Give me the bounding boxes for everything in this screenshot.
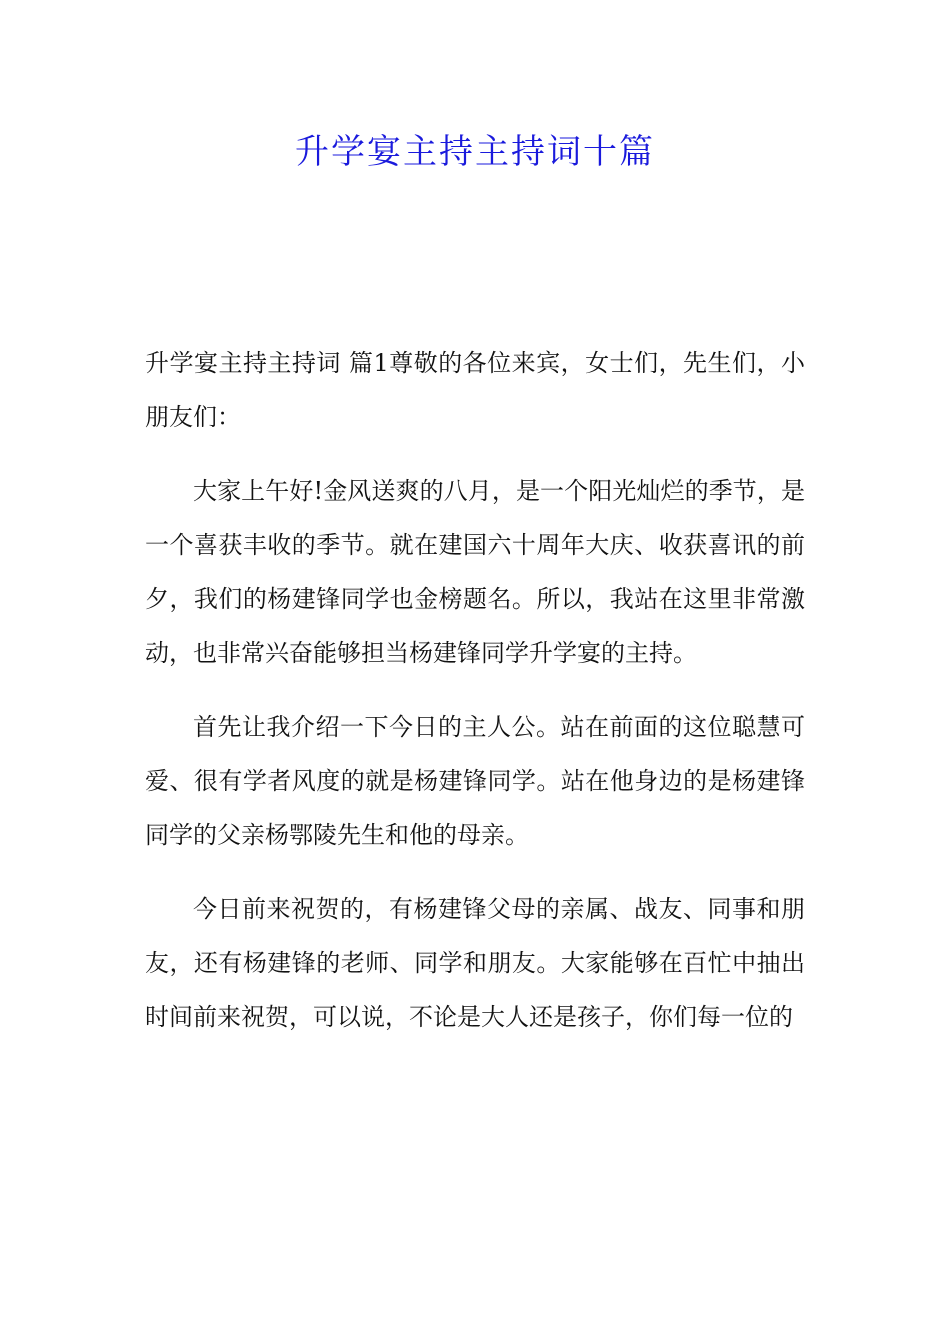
- paragraph-4: 今日前来祝贺的，有杨建锋父母的亲属、战友、同事和朋友，还有杨建锋的老师、同学和朋友。大家能够在百忙中抽出时间前来祝贺，可以说，不论是大人还是孩子，你们每一位的: [145, 895, 805, 1031]
- paragraph-2: 大家上午好!金风送爽的八月，是一个阳光灿烂的季节，是一个喜获丰收的季节。就在建国六十周年大庆、收获喜讯的前夕，我们的杨建锋同学也金榜题名。所以，我站在这里非常激动，也非常兴奋能够担当杨建锋同学升学宴的主持。: [145, 477, 805, 667]
- paragraph-1: 升学宴主持主持词 篇1尊敬的各位来宾，女士们，先生们，小朋友们：: [145, 349, 805, 431]
- document-body: [145, 336, 805, 1064]
- document-title: 升学宴主持主持词十篇: [295, 132, 655, 172]
- paragraph-3: 首先让我介绍一下今日的主人公。站在前面的这位聪慧可爱、很有学者风度的就是杨建锋同学。站在他身边的是杨建锋同学的父亲杨鄂陵先生和他的母亲。: [145, 713, 805, 849]
